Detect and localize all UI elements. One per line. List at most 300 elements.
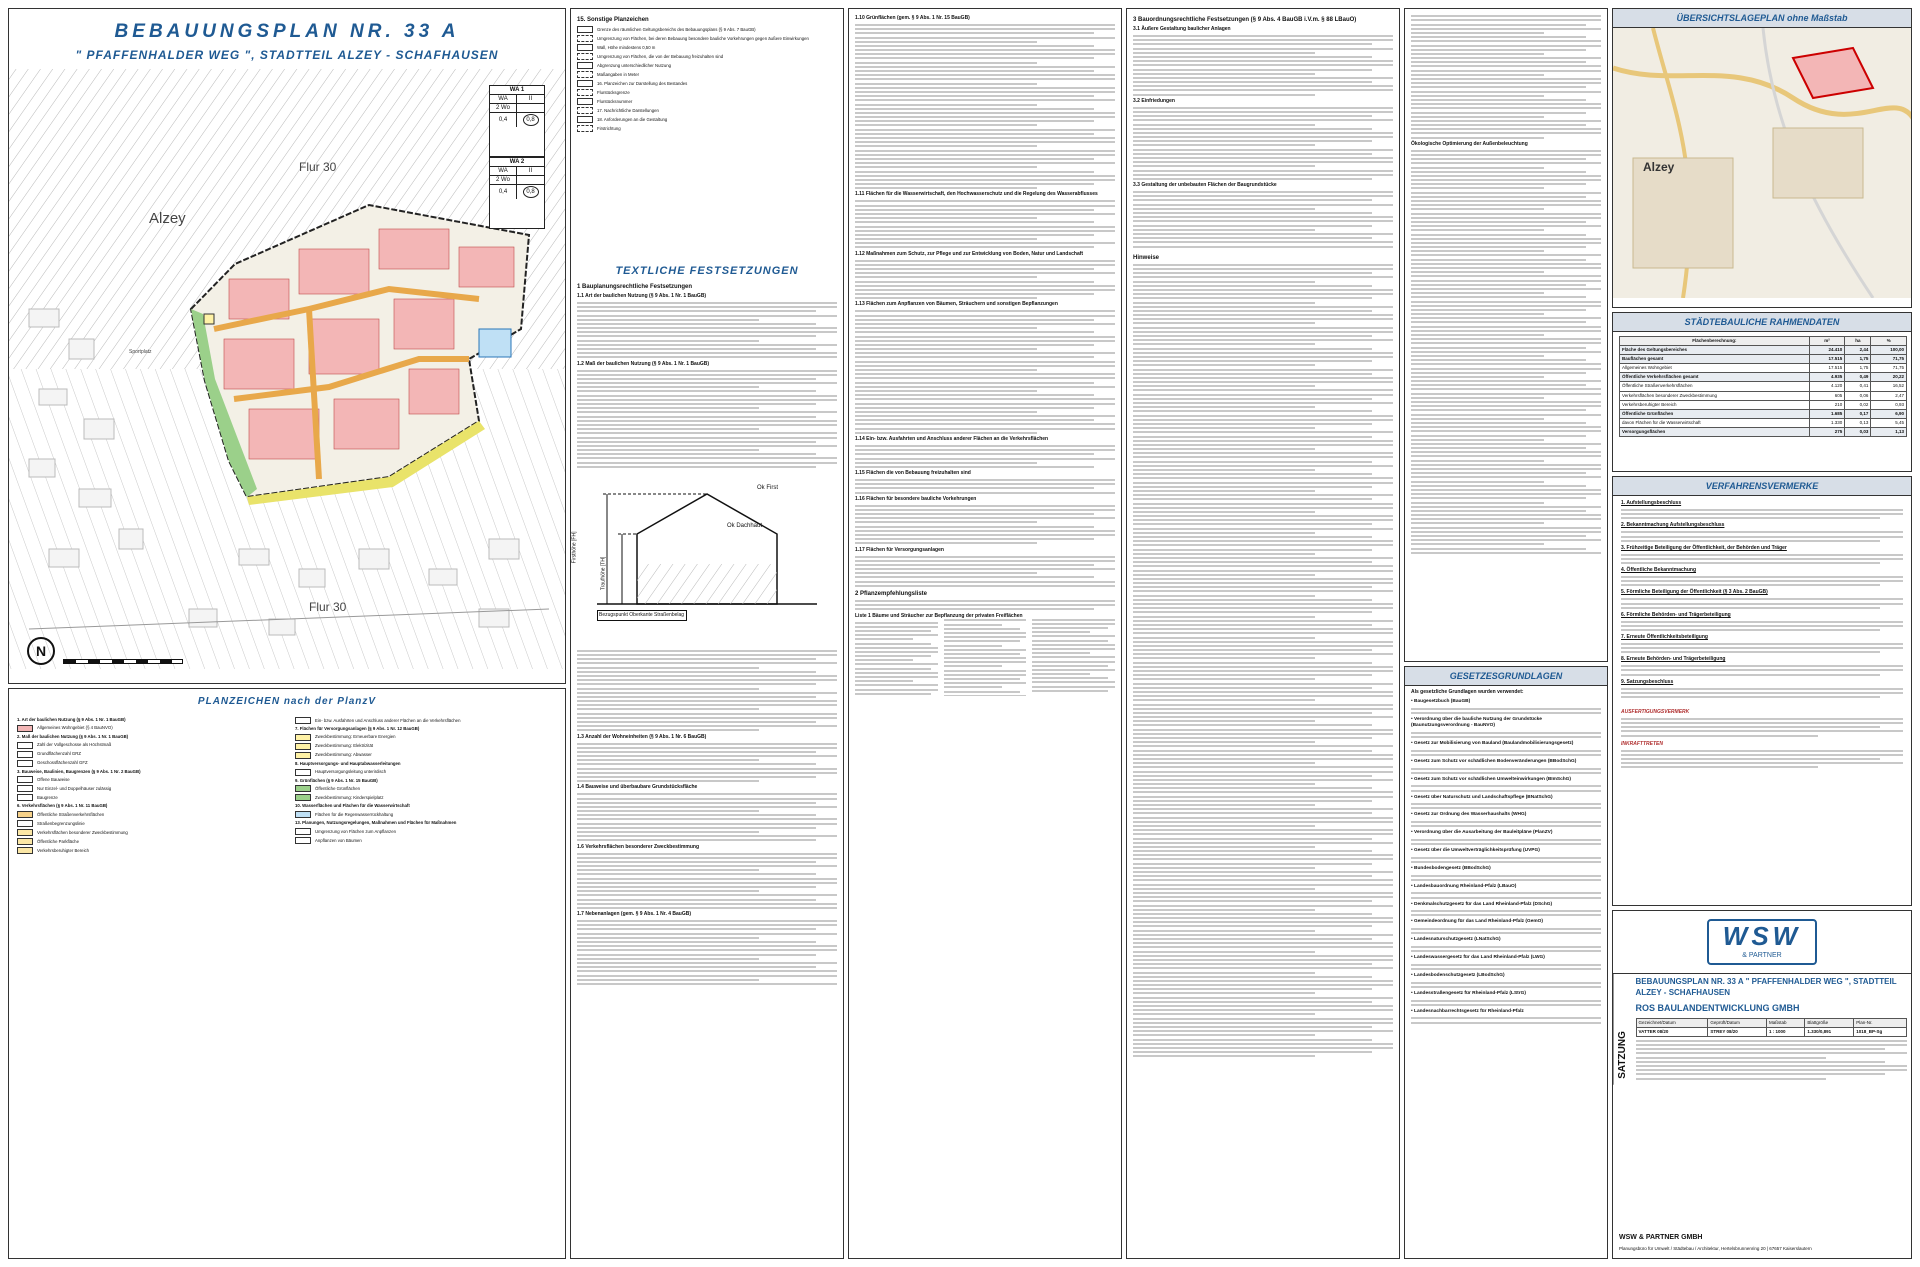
verfahren-panel (1612, 476, 1912, 906)
sonstige-item (577, 44, 837, 51)
festsetzung-h2: 2 Pflanzempfehlungsliste (855, 590, 928, 597)
schablone-ii: II (517, 167, 544, 176)
legend-item (295, 734, 557, 741)
sonstige-item (577, 62, 837, 69)
gesetz-item-text (1411, 875, 1601, 881)
legend-label: Baugrenze (37, 794, 58, 800)
titleblock-panel (1612, 910, 1912, 1259)
sonstige-label: 18. Anforderungen an die Gestaltung (597, 116, 668, 122)
table-cell: 0,13 (1845, 418, 1871, 427)
sonstige-label: Flurstücksnummer (597, 98, 633, 104)
legend-swatch (577, 125, 593, 132)
legend-item (295, 837, 557, 844)
legend-swatch (577, 44, 593, 51)
legend-label: Öffentliche Straßenverkehrsflächen (37, 811, 105, 817)
table-cell: Versorgungsflächen (1620, 427, 1810, 436)
sonstige-title: 15. Sonstige Planzeichen (577, 17, 649, 23)
legend-swatch (295, 717, 311, 724)
gesetz-item-title: • Verordnung über die bauliche Nutzung der Grundstücke (Baunutzungsverordnung - BauNVO) (1411, 716, 1542, 729)
gesetz-item (1411, 795, 1601, 810)
gesetz-item-text (1411, 708, 1601, 714)
legend-swatch (577, 89, 593, 96)
table-cell: 0,93 (1871, 400, 1907, 409)
table-cell: 5,45 (1871, 418, 1907, 427)
festsetzung-text (855, 200, 1115, 248)
verfahren-item (1621, 612, 1903, 631)
map-label-flur30b: Flur 30 (309, 600, 347, 614)
sonstige-item (577, 26, 837, 33)
table-cell: Verkehrsberuhigter Bereich (1620, 400, 1810, 409)
table-cell: 1.685 (1809, 409, 1845, 418)
ausfertigung-title: AUSFERTIGUNGSVERMERK (1621, 708, 1690, 715)
festsetzung-text (855, 260, 1115, 300)
pflanzliste-title: Liste 1 Bäume und Sträucher zur Bepflanzung der privaten Freiflächen (855, 612, 1023, 619)
table-cell: Öffentliche Verkehrsflächen gesamt (1620, 373, 1810, 382)
gesetz-item-text (1411, 1000, 1601, 1006)
planzeichen-panel (8, 688, 566, 1259)
table-cell: 2,44 (1845, 346, 1871, 355)
verfahren-item-text (1621, 509, 1903, 519)
legend-label: Zweckbestimmung: Erneuerbare Energien (315, 734, 396, 740)
rahmendaten-header-cell: m² (1809, 337, 1845, 346)
table-row (1620, 391, 1907, 400)
schnitt-traufhoehe: Traufhöhe [TH] (600, 556, 607, 590)
uebersicht-town-label: Alzey (1643, 160, 1675, 174)
table-cell: Fläche des Geltungsbereiches (1620, 346, 1810, 355)
legend-item (17, 725, 277, 732)
gesetz-item (1411, 848, 1601, 863)
festsetzung-text (855, 445, 1115, 468)
gesetz-item-text (1411, 982, 1601, 988)
sonstige-item (577, 89, 837, 96)
verfahren-item-title: 4. Öffentliche Bekanntmachung (1621, 567, 1697, 574)
legend-swatch (295, 743, 311, 750)
hinweise-text (1411, 15, 1601, 138)
legend-item (17, 785, 277, 792)
north-arrow: N (27, 637, 55, 665)
festsetzung-h31: 3.1 Äußere Gestaltung baulicher Anlagen (1133, 26, 1231, 33)
rahmendaten-panel (1612, 312, 1912, 472)
gesetz-item-title: • Landesbauordnung Rheinland-Pfalz (LBauO) (1411, 883, 1517, 889)
rahmendaten-header-cell: ha (1845, 337, 1871, 346)
legend-swatch (17, 785, 33, 792)
gesetz-item-title: • Landesnaturschutzgesetz (LNatSchG) (1411, 937, 1501, 943)
festsetzung-h32: 3.2 Einfriedungen (1133, 97, 1175, 104)
festsetzung-text (577, 853, 837, 909)
festsetzungen-title: TEXTLICHE FESTSETZUNGEN (615, 265, 799, 278)
verfahren-item-text (1621, 688, 1903, 698)
uebersicht-title: ÜBERSICHTSLAGEPLAN ohne Maßstab (1613, 9, 1911, 28)
gesetz-item-text (1411, 910, 1601, 916)
legend-label: 8. Hauptversorgungs- und Hauptabwasserleitungen (295, 760, 401, 766)
firm-logo-text: WSW (1722, 921, 1802, 951)
festsetzung-text (855, 24, 1115, 189)
gesetz-item-text (1411, 857, 1601, 863)
gesetz-item (1411, 759, 1601, 774)
plan-info-value-cell: 1018_BP-Sg (1854, 1027, 1907, 1036)
gesetz-item (1411, 866, 1601, 881)
table-cell: 4.120 (1809, 382, 1845, 391)
schablone-grz: 0,4 (490, 185, 517, 199)
sonstige-item (577, 35, 837, 42)
table-cell: Öffentliche Grünflächen (1620, 409, 1810, 418)
festsetzung-text (577, 370, 837, 468)
schnitt-bezugspunkt: Bezugspunkt Oberkante Straßenbelag (597, 610, 687, 621)
rahmendaten-header-cell: Flächenberechnung: (1620, 337, 1810, 346)
table-cell: 24.410 (1809, 346, 1845, 355)
schnitt-firsthoehe: Firsthöhe [FH] (571, 531, 578, 564)
festsetzung-h112: 1.12 Maßnahmen zum Schutz, zur Pflege und zur Entwicklung von Boden, Natur und Landschaft (855, 250, 1084, 257)
table-row (1620, 373, 1907, 382)
uebersicht-panel (1612, 8, 1912, 308)
festsetzung-h17: 1.7 Nebenanlagen (gem. § 9 Abs. 1 Nr. 4 BauGB) (577, 911, 692, 918)
legend-swatch (295, 785, 311, 792)
table-cell: 0,03 (1845, 427, 1871, 436)
sonstige-label: Flurstücksgrenze (597, 89, 630, 95)
gesetz-item (1411, 991, 1601, 1006)
legend-item (17, 776, 277, 783)
gesetz-item (1411, 902, 1601, 917)
sonstige-label: Grenze des räumlichen Geltungsbereichs des Bebauungsplans (§ 9 Abs. 7 BauGB) (597, 26, 756, 32)
festsetzung-text (1133, 107, 1393, 180)
auftraggeber: ROS BAULANDENTWICKLUNG GMBH (1635, 1002, 1800, 1013)
gesetz-item-text (1411, 892, 1601, 898)
legend-swatch (17, 811, 33, 818)
gesetz-item-title: • Denkmalschutzgesetz für das Land Rheinland-Pfalz (DSchG) (1411, 901, 1553, 907)
legend-item (295, 803, 557, 809)
table-row (1620, 382, 1907, 391)
legend-swatch (577, 80, 593, 87)
table-cell: 210 (1809, 400, 1845, 409)
legend-swatch (577, 116, 593, 123)
festsetzung-text (577, 743, 837, 783)
gesetz-item-text (1411, 768, 1601, 774)
verfahren-item-title: 6. Förmliche Behörden- und Trägerbeteiligung (1621, 611, 1731, 618)
table-cell: 100,00 (1871, 346, 1907, 355)
festsetzung-text (855, 310, 1115, 433)
legend-label: Verkehrsflächen besonderer Zweckbestimmung (37, 829, 128, 835)
verfahren-item (1621, 656, 1903, 675)
hinweise-col5 (1404, 8, 1608, 662)
sonstige-label: Umgrenzung von Flächen, die von der Bebauung freizuhalten sind (597, 53, 724, 59)
satzung-label: SATZUNG (1613, 974, 1632, 1085)
legend-swatch (17, 751, 33, 758)
verfahren-item (1621, 634, 1903, 653)
legend-swatch (17, 820, 33, 827)
table-cell: 6,90 (1871, 409, 1907, 418)
gesetz-item-title: • Gesetz zur Ordnung des Wasserhaushalts (WHG) (1411, 812, 1527, 818)
verfahren-item (1621, 522, 1903, 541)
legend-item (17, 847, 277, 854)
verfahren-item-title: 7. Erneute Öffentlichkeitsbeteiligung (1621, 634, 1708, 641)
legend-swatch (17, 829, 33, 836)
gesetz-item-title: • Landeswassergesetz für das Land Rheinland-Pfalz (LWG) (1411, 955, 1545, 961)
schablone-wo: 2 Wo (490, 104, 517, 113)
verfahren-item (1621, 545, 1903, 564)
legend-label: 7. Flächen für Versorgungsanlagen (§ 9 Abs. 1 Nr. 12 BauGB) (295, 726, 420, 731)
sonstige-label: Umgrenzung von Flächen, bei deren Bebauung besondere bauliche Vorkehrungen gegen äußere Einwirkungen (597, 35, 809, 41)
gesetz-item-text (1411, 785, 1601, 791)
schablone-ii: II (517, 95, 544, 104)
festsetzung-h16: 1.6 Verkehrsflächen besonderer Zweckbestimmung (577, 843, 699, 850)
schablone-grz: 0,4 (490, 113, 517, 127)
gesetz-item (1411, 955, 1601, 970)
table-cell: 1,75 (1845, 364, 1871, 373)
verfahren-item-text (1621, 665, 1903, 675)
table-cell: 1.330 (1809, 418, 1845, 427)
gesetz-item-title: • Landesbodenschutzgesetz (LBodSchG) (1411, 973, 1505, 979)
sonstige-label: Maßangaben in Meter (597, 71, 640, 77)
scale-bar (63, 659, 183, 664)
legend-swatch (577, 107, 593, 114)
legend-label: 9. Grünflächen (§ 9 Abs. 1 Nr. 15 BauGB) (295, 777, 378, 783)
sonstige-label: Abgrenzung unterschiedlicher Nutzung (597, 62, 672, 68)
table-row (1620, 364, 1907, 373)
sonstige-item (577, 116, 837, 123)
gesetz-item (1411, 919, 1601, 934)
legend-item (17, 811, 277, 818)
legend-item (17, 838, 277, 845)
inkrafttreten-title: INKRAFTTRETEN (1621, 740, 1663, 747)
map-label-sportplatz: Sportplatz (129, 349, 152, 355)
plan-info-header-cell: Maßstab (1767, 1018, 1805, 1027)
festsetzung-h110: 1.10 Grünflächen (gem. § 9 Abs. 1 Nr. 15 BauGB) (855, 15, 970, 21)
rahmendaten-table (1619, 336, 1907, 437)
projekt-name: BEBAUUNGSPLAN NR. 33 A " PFAFFENHALDER WEG ", STADTTEIL ALZEY - SCHAFHAUSEN (1635, 977, 1897, 997)
plan-info-value-cell: STREY 08/20 (1708, 1027, 1767, 1036)
sonstige-item (577, 125, 837, 132)
legend-swatch (577, 26, 593, 33)
gesetz-item-title: • Gesetz zum Schutz vor schädlichen Bodenveränderungen (BBodSchG) (1411, 758, 1577, 764)
festsetzung-h113: 1.13 Flächen zum Anpflanzen von Bäumen, Sträuchern und sonstigen Bepflanzungen (855, 301, 1058, 308)
aenderungen-table (1636, 1040, 1908, 1080)
legend-label: Verkehrsberuhigter Bereich (37, 847, 90, 853)
table-cell: 71,75 (1871, 364, 1907, 373)
schablone-title: WA 1 (490, 86, 544, 95)
beleuchtung-title: Ökologische Optimierung der Außenbeleuchtung (1411, 140, 1528, 147)
schablone-wa: WA (490, 167, 517, 176)
gesetze-list (1405, 699, 1607, 1024)
table-cell: 1,75 (1845, 355, 1871, 364)
plan-info-value-cell: VATTER 08/20 (1636, 1027, 1708, 1036)
pflanzliste (855, 619, 1115, 695)
table-row (1620, 400, 1907, 409)
schablone-gfz: 0,8 (523, 186, 539, 198)
plan-info-header (1636, 1018, 1907, 1027)
verfahren-item (1621, 500, 1903, 519)
table-cell: davon Flächen für die Wasserwirtschaft (1620, 418, 1810, 427)
nutzungsschablone-wa2 (489, 157, 545, 229)
gesetz-item-title: • Bundesbodengesetz (BBodSchG) (1411, 865, 1491, 871)
gesetz-item-text (1411, 839, 1601, 845)
sonstige-list (577, 26, 837, 256)
festsetzung-h33: 3.3 Gestaltung der unbebauten Flächen der Baugrundstücke (1133, 182, 1277, 189)
plan-info-table (1636, 1018, 1908, 1037)
legend-item (17, 829, 277, 836)
gesetz-item (1411, 973, 1601, 988)
legend-label: 2. Maß der baulichen Nutzung (§ 9 Abs. 1 Nr. 1 BauGB) (17, 733, 129, 739)
gesetz-item-text (1411, 750, 1601, 756)
legend-item (295, 752, 557, 759)
legend-item (295, 811, 557, 818)
table-cell: 0,49 (1845, 373, 1871, 382)
rahmendaten-header (1620, 337, 1907, 346)
legend-label: Zahl der Vollgeschosse als Höchstmaß (37, 742, 112, 748)
legend-swatch (17, 760, 33, 767)
gesetz-item (1411, 699, 1601, 714)
sonstige-label: 17. Nachrichtliche Darstellungen (597, 107, 659, 113)
legend-item (295, 769, 557, 776)
table-row (1620, 427, 1907, 436)
planzeichen-list-left (17, 715, 277, 856)
schablone-gfz: 0,8 (523, 114, 539, 126)
legend-swatch (17, 776, 33, 783)
legend-item (295, 828, 557, 835)
gesetz-item-title: • Gesetz über Naturschutz und Landschaftspflege (BNatSchG) (1411, 794, 1553, 800)
sonstige-item (577, 53, 837, 60)
verfahren-item (1621, 589, 1903, 608)
gesetz-item-title: • Baugesetzbuch (BauGB) (1411, 698, 1471, 704)
legend-swatch (295, 828, 311, 835)
plan-info-value-cell: 1 : 1000 (1767, 1027, 1805, 1036)
festsetzung-h114: 1.14 Ein- bzw. Ausfahrten und Anschluss anderer Flächen an die Verkehrsflächen (855, 436, 1049, 442)
gesetz-item-title: • Landesnachbarrechtsgesetz für Rheinland-Pfalz (1411, 1008, 1524, 1014)
sonstige-item (577, 107, 837, 114)
schablone-title: WA 2 (490, 158, 544, 167)
hoehen-schnitt (571, 474, 837, 644)
plan-info-value-cell: 1.330/0,891 (1805, 1027, 1854, 1036)
legend-item (295, 761, 557, 767)
table-cell: 1,13 (1871, 427, 1907, 436)
table-cell: 17.515 (1809, 364, 1845, 373)
sonstige-label: Firstrichtung (597, 125, 621, 131)
legend-swatch (577, 71, 593, 78)
legend-swatch (295, 811, 311, 818)
legend-label: Hauptversorgungsleitung unterirdisch (315, 769, 387, 775)
firm-logo-subtext: & PARTNER (1742, 952, 1782, 959)
legend-label: Zweckbestimmung: Kinderspielplatz (315, 794, 384, 800)
hinweise-text (1133, 264, 1393, 1057)
gesetz-item-text (1411, 732, 1601, 738)
legend-label: Ein- bzw. Ausfahrten und Anschluss anderer Flächen an die Verkehrsflächen (315, 717, 461, 723)
festsetzung-text (577, 650, 837, 732)
firm-logo (1707, 919, 1817, 965)
legend-item (17, 794, 277, 801)
legend-item (295, 820, 557, 826)
plan-info-header-cell: Plan-Nr. (1854, 1018, 1907, 1027)
table-cell: 16,52 (1871, 382, 1907, 391)
hinweise-title: Hinweise (1133, 254, 1160, 261)
gesetz-item-title: • Gesetz über die Umweltverträglichkeitsprüfung (UVPG) (1411, 848, 1540, 854)
gesetz-item (1411, 741, 1601, 756)
rahmendaten-title: STÄDTEBAULICHE RAHMENDATEN (1613, 313, 1911, 332)
legend-item (17, 769, 277, 775)
legend-label: Öffentliche Parkfläche (37, 838, 79, 844)
festsetzungen-col4 (1126, 8, 1400, 1259)
festsetzung-h13: 1.3 Anzahl der Wohneinheiten (§ 9 Abs. 1 Nr. 6 BauGB) (577, 733, 707, 740)
table-cell: 605 (1809, 391, 1845, 400)
legend-label: 10. Wasserflächen und Flächen für die Wasserwirtschaft (295, 803, 410, 809)
legend-swatch (295, 837, 311, 844)
legend-label: Allgemeines Wohngebiet (§ 4 BauNVO) (37, 725, 113, 731)
festsetzung-text (577, 302, 837, 358)
schnitt-ok-first: Ok First (757, 484, 778, 491)
plan-info-values (1636, 1027, 1907, 1036)
table-cell: 4.935 (1809, 373, 1845, 382)
verfahren-item-title: 8. Erneute Behörden- und Trägerbeteiligung (1621, 656, 1726, 663)
gesetz-item-text (1411, 821, 1601, 827)
inkrafttreten-text (1621, 750, 1903, 769)
legend-swatch (295, 794, 311, 801)
legend-label: Grundflächenzahl GRZ (37, 751, 81, 757)
legend-label: 3. Bauweise, Baulinien, Baugrenzen (§ 9 Abs. 1 Nr. 2 BauGB) (17, 768, 141, 774)
legend-label: 13. Planungen, Nutzungsregelungen, Maßnahmen und Flächen für Maßnahmen (295, 820, 457, 826)
table-cell: 0,06 (1845, 391, 1871, 400)
verfahren-list (1613, 496, 1911, 705)
table-cell: 17.515 (1809, 355, 1845, 364)
legend-swatch (295, 734, 311, 741)
gesetz-item (1411, 777, 1601, 792)
legend-label: Flächen für die Regenwasserrückhaltung (315, 811, 394, 817)
table-row (1620, 355, 1907, 364)
festsetzungen-col3 (848, 8, 1122, 1259)
verfahren-item-text (1621, 643, 1903, 653)
table-row (1620, 409, 1907, 418)
gesetz-item-title: • Gesetz zum Schutz vor schädlichen Umwelteinwirkungen (BImSchG) (1411, 776, 1572, 782)
legend-swatch (17, 838, 33, 845)
legend-label: 1. Art der baulichen Nutzung (§ 9 Abs. 1 Nr. 1 BauGB) (17, 717, 126, 722)
schnitt-ok-dach: Ok Dachhaut (727, 522, 763, 529)
legend-item (295, 778, 557, 784)
legend-swatch (577, 62, 593, 69)
plan-title: BEBAUUNGSPLAN NR. 33 A (114, 21, 460, 42)
festsetzung-h12: 1.2 Maß der baulichen Nutzung (§ 9 Abs. 1 Nr. 1 BauGB) (577, 360, 710, 367)
sonstige-label: Wall, Höhe mindestens 0,50 m (597, 44, 656, 50)
legend-swatch (17, 742, 33, 749)
gesetz-item-text (1411, 1017, 1601, 1023)
legend-swatch (295, 752, 311, 759)
festsetzung-text (855, 505, 1115, 545)
legend-item (295, 743, 557, 750)
verfahren-item-text (1621, 531, 1903, 541)
table-row (1620, 418, 1907, 427)
rahmendaten-header-cell: % (1871, 337, 1907, 346)
legend-item (17, 820, 277, 827)
festsetzung-h116: 1.16 Flächen für besondere bauliche Vorkehrungen (855, 495, 977, 502)
table-cell: Verkehrsflächen besonderer Zweckbestimmung (1620, 391, 1810, 400)
gesetz-item-title: • Verordnung über die Ausarbeitung der Bauleitpläne (PlanZV) (1411, 830, 1553, 836)
verfahren-item-title: 1. Aufstellungsbeschluss (1621, 500, 1682, 507)
table-cell: 0,17 (1845, 409, 1871, 418)
legend-item (17, 803, 277, 809)
festsetzung-h3: 3 Bauordnungsrechtliche Festsetzungen (§ 9 Abs. 4 BauGB i.V.m. § 88 LBauO) (1133, 17, 1357, 23)
sonstige-item (577, 80, 837, 87)
map-panel (8, 8, 566, 684)
table-cell: Bauflächen gesamt (1620, 355, 1810, 364)
table-row (1620, 346, 1907, 355)
legend-item (17, 717, 277, 723)
legend-item (17, 742, 277, 749)
table-cell: 0,02 (1845, 400, 1871, 409)
table-cell: 71,75 (1871, 355, 1907, 364)
legend-item (17, 760, 277, 767)
table-cell: 2,47 (1871, 391, 1907, 400)
gesetz-item (1411, 830, 1601, 845)
sonstige-item (577, 98, 837, 105)
legend-label: 6. Verkehrsflächen (§ 9 Abs. 1 Nr. 11 BauGB) (17, 803, 108, 809)
festsetzung-h111: 1.11 Flächen für die Wasserwirtschaft, den Hochwasserschutz und die Regelung des Wasserabflusses (855, 191, 1098, 198)
legend-item (295, 794, 557, 801)
